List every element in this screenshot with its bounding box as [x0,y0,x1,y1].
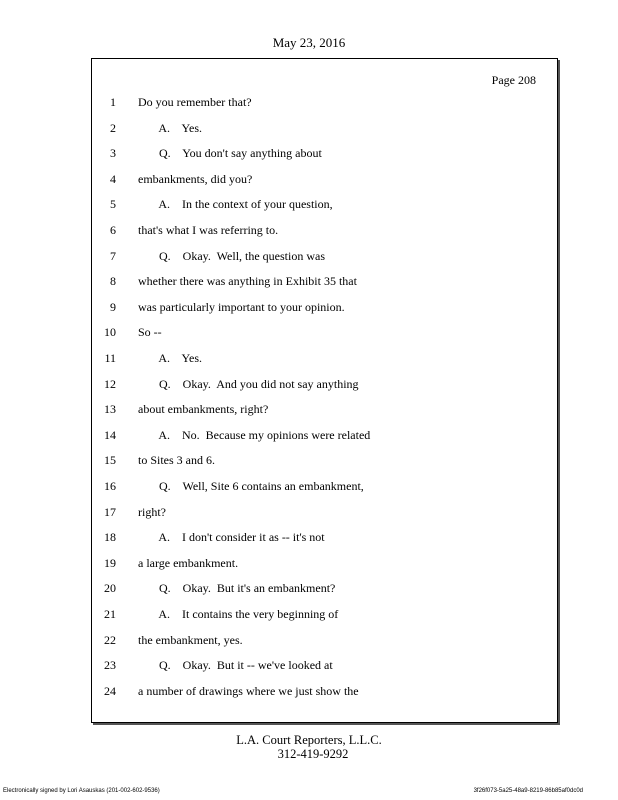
line-number: 15 [104,453,116,468]
line-number: 1 [110,95,116,109]
line-text: embankments, did you? [138,171,253,186]
line-number: 12 [104,376,116,391]
line-number: 11 [104,351,116,365]
transcript-line [92,375,557,393]
transcript-line [92,272,557,290]
transcript-line [92,298,557,316]
transcript-line [92,349,557,367]
line-number: 22 [104,632,116,647]
line-text: Q. Okay. But it -- we've looked at [138,658,333,673]
line-number: 2 [110,120,116,135]
transcript-line [92,528,557,546]
line-number: 3 [110,146,116,161]
line-number: 19 [104,555,116,570]
transcript-line [92,400,557,418]
line-text: Q. You don't say anything about [138,146,322,161]
line-number: 17 [104,504,116,519]
transcript-line [92,451,557,469]
reporter-phone: 312-419-9292 [277,747,349,761]
line-text: Q. Well, Site 6 contains an embankment, [138,479,364,493]
transcript-line [92,170,557,188]
transcript-line [92,554,557,572]
transcript-line [92,579,557,597]
transcript-line [92,119,557,137]
line-number: 6 [110,223,116,237]
line-text: A. Yes. [138,351,203,365]
page-number: Page 208 [491,73,536,87]
line-text: A. No. Because my opinions were related [138,427,371,442]
line-number: 14 [104,427,116,442]
transcript-line [92,656,557,674]
transcript-line [92,247,557,265]
line-number: 8 [110,274,116,289]
transcript-date: May 23, 2016 [272,35,346,50]
line-text: Q. Okay. Well, the question was [138,248,326,263]
transcript-line [92,631,557,649]
reporter-company: L.A. Court Reporters, L.L.C. [236,733,382,747]
line-text: the embankment, yes. [138,632,243,647]
transcript-line [92,221,557,239]
transcript-line [92,195,557,213]
transcript-line [92,93,557,111]
line-text: A. In the context of your question, [138,197,333,212]
line-text: a large embankment. [138,555,239,570]
transcript-line [92,605,557,623]
line-text: A. I don't consider it as -- it's not [138,530,325,545]
line-number: 23 [104,658,116,673]
line-number: 18 [104,530,116,545]
line-text: A. It contains the very beginning of [138,607,339,621]
line-number: 7 [110,248,116,263]
transcript-line [92,477,557,495]
transcript-line [92,144,557,162]
electronic-signature: Electronically signed by Lori Asauskas (201-002-602-9536) [3,788,160,794]
transcript-line [92,503,557,521]
line-text: whether there was anything in Exhibit 35 that [138,274,357,289]
transcript-line [92,323,557,341]
line-number: 9 [110,299,116,314]
line-number: 24 [104,683,116,698]
line-text: right? [138,504,166,519]
transcript-line [92,682,557,700]
document-hash: 3f26f073-5a25-48a9-8219-86b85af0dc0d [473,788,583,794]
line-text: Do you remember that? [138,95,252,109]
line-number: 20 [104,581,116,596]
line-number: 13 [104,402,116,417]
transcript-page [91,58,558,723]
line-text: Q. Okay. And you did not say anything [138,376,359,391]
line-text: So -- [138,325,162,340]
line-text: about embankments, right? [138,402,269,417]
line-text: Q. Okay. But it's an embankment? [138,581,336,596]
line-text: to Sites 3 and 6. [138,453,215,468]
transcript-line [92,426,557,444]
line-number: 10 [104,325,116,340]
line-text: that's what I was referring to. [138,223,279,237]
line-text: A. Yes. [138,120,203,135]
line-number: 5 [110,197,116,212]
line-number: 21 [104,607,116,621]
line-text: was particularly important to your opinion. [138,299,345,314]
line-number: 4 [110,171,116,186]
line-number: 16 [104,479,116,493]
line-text: a number of drawings where we just show the [138,683,359,698]
